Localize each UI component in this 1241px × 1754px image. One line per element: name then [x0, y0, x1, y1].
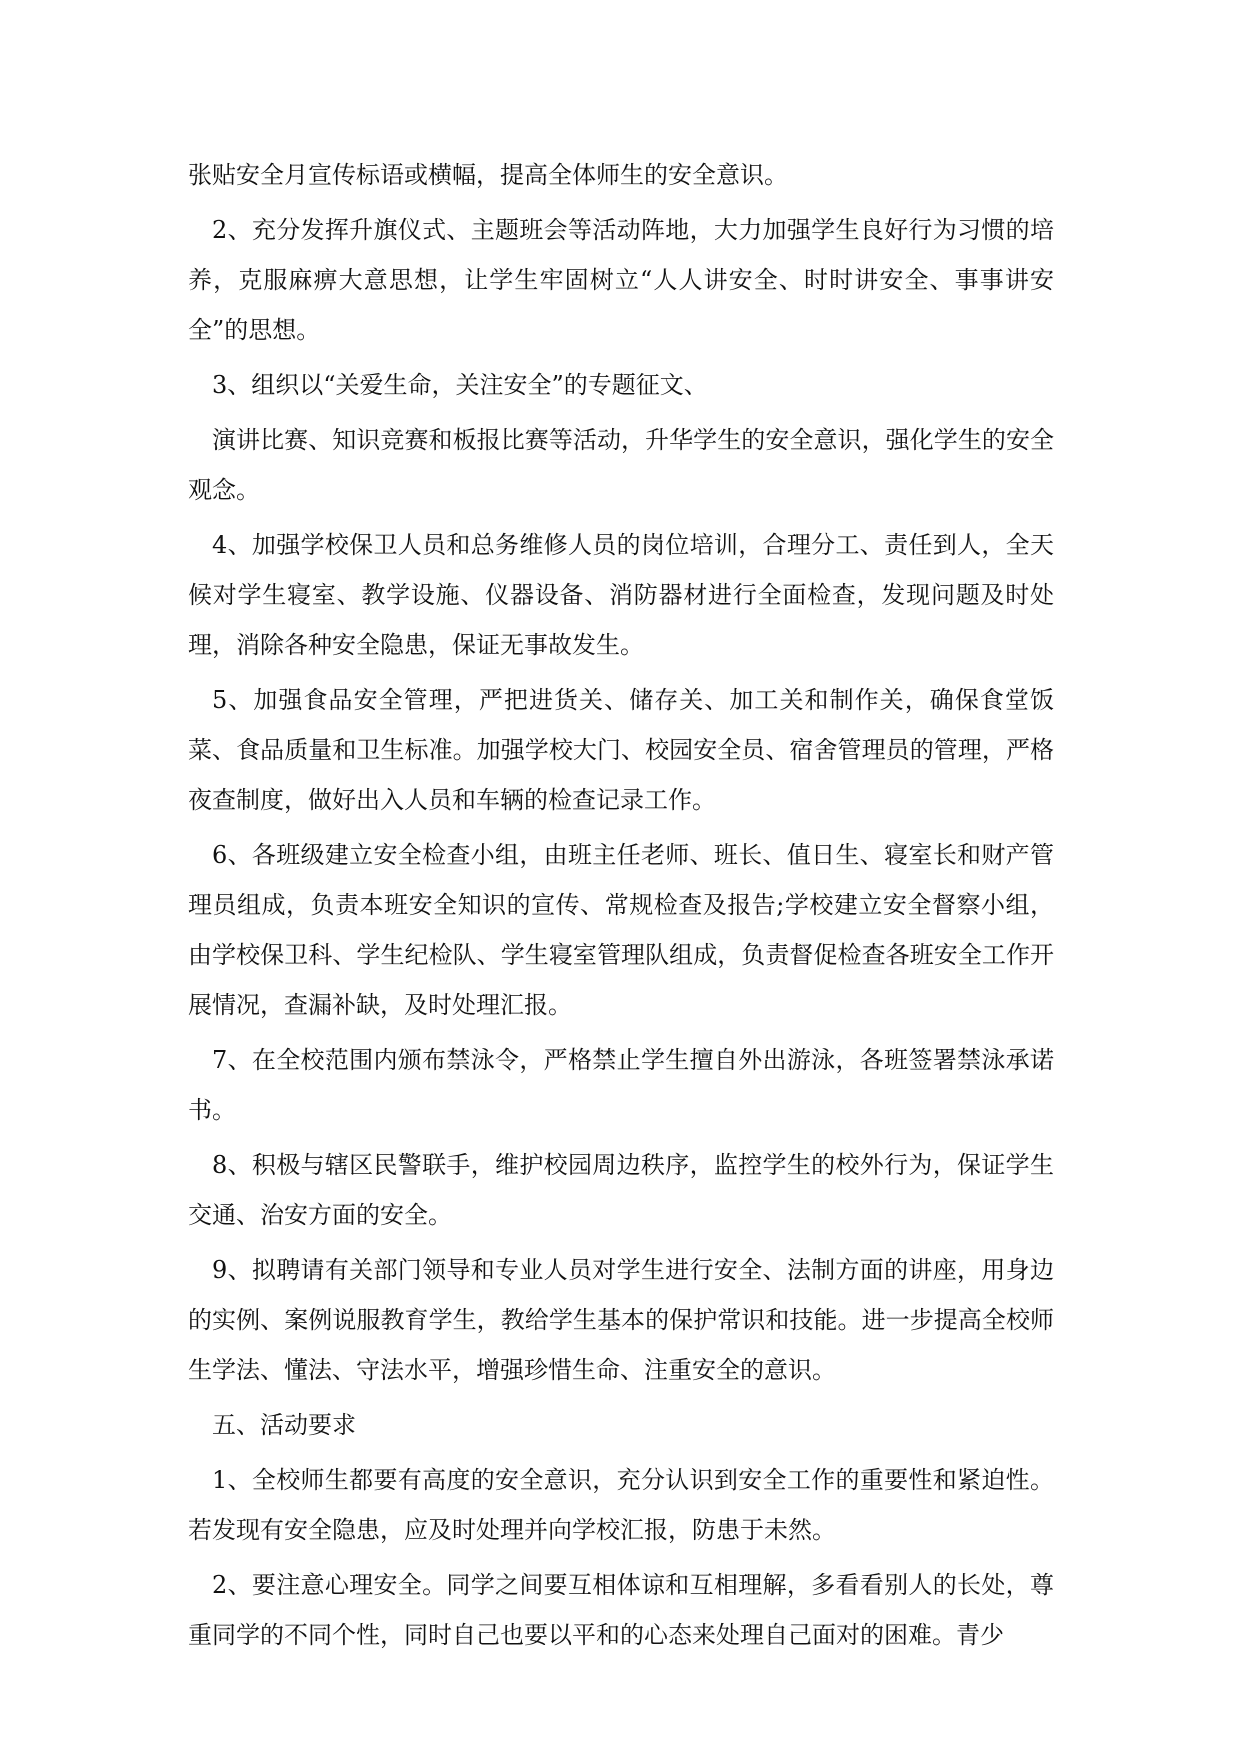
paragraph-item-2: 2、充分发挥升旗仪式、主题班会等活动阵地，大力加强学生良好行为习惯的培养，克服麻痹大意思想，让学生牢固树立“人人讲安全、时时讲安全、事事讲安全”的思想。 — [188, 216, 1054, 344]
paragraph-requirement-2: 2、要注意心理安全。同学之间要互相体谅和互相理解，多看看别人的长处，尊重同学的不同个性，同时自己也要以平和的心态来处理自己面对的困难。青少 — [188, 1571, 1054, 1649]
paragraph-item-9: 9、拟聘请有关部门领导和专业人员对学生进行安全、法制方面的讲座，用身边的实例、案例说服教育学生，教给学生基本的保护常识和技能。进一步提高全校师生学法、懂法、守法水平，增强珍惜生命、注重安全的意识。 — [188, 1256, 1054, 1384]
paragraph-item-4: 4、加强学校保卫人员和总务维修人员的岗位培训，合理分工、责任到人，全天候对学生寝室、教学设施、仪器设备、消防器材进行全面检查，发现问题及时处理，消除各种安全隐患，保证无事故发生。 — [188, 531, 1054, 659]
paragraph-item-3: 3、组织以“关爱生命，关注安全”的专题征文、 — [212, 371, 708, 399]
paragraph-continuation: 张贴安全月宣传标语或横幅，提高全体师生的安全意识。 — [188, 161, 788, 189]
paragraph-requirement-1: 1、全校师生都要有高度的安全意识，充分认识到安全工作的重要性和紧迫性。若发现有安全隐患，应及时处理并向学校汇报，防患于未然。 — [188, 1466, 1054, 1544]
paragraph-item-3-continued: 演讲比赛、知识竞赛和板报比赛等活动，升华学生的安全意识，强化学生的安全观念。 — [188, 426, 1054, 504]
paragraph-item-5: 5、加强食品安全管理，严把进货关、储存关、加工关和制作关，确保食堂饭菜、食品质量和卫生标准。加强学校大门、校园安全员、宿舍管理员的管理，严格夜查制度，做好出入人员和车辆的检查记录工作。 — [188, 686, 1054, 814]
section-heading-activity-requirements: 五、活动要求 — [212, 1411, 356, 1439]
paragraph-item-8: 8、积极与辖区民警联手，维护校园周边秩序，监控学生的校外行为，保证学生交通、治安方面的安全。 — [188, 1151, 1054, 1229]
paragraph-item-6: 6、各班级建立安全检查小组，由班主任老师、班长、值日生、寝室长和财产管理员组成，负责本班安全知识的宣传、常规检查及报告;学校建立安全督察小组，由学校保卫科、学生纪检队、学生寝室管理队组成，负责督促检查各班安全工作开展情况，查漏补缺，及时处理汇报。 — [188, 841, 1054, 1019]
document-body — [188, 150, 1054, 1665]
paragraph-item-7: 7、在全校范围内颁布禁泳令，严格禁止学生擅自外出游泳，各班签署禁泳承诺书。 — [188, 1046, 1054, 1124]
